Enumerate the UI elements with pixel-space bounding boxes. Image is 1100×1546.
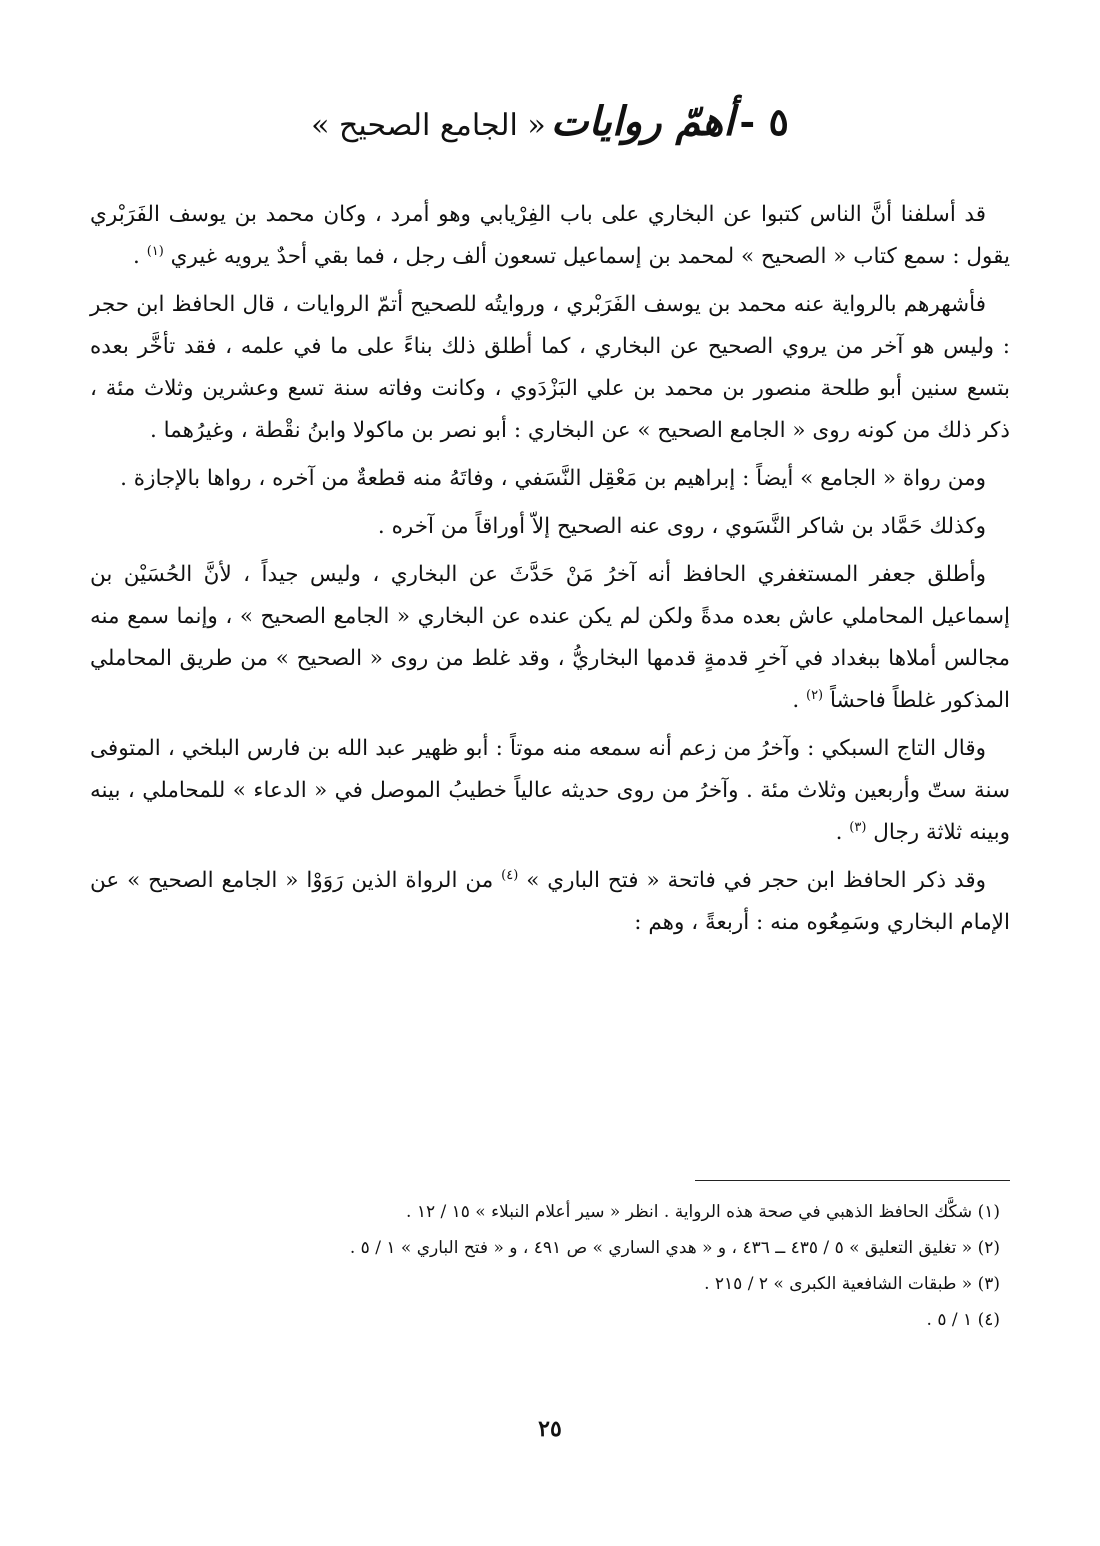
paragraph-end: . bbox=[792, 688, 806, 713]
paragraph-end: . bbox=[835, 820, 850, 845]
paragraph-text: ومن رواة « الجامع » أيضاً : إبراهيم بن مَعْقِل النَّسَفي ، وفاتَهُ منه قطعةٌ من آخره ، رواها بالإجازة . bbox=[120, 466, 986, 491]
footnote-ref: (٤) bbox=[501, 867, 519, 883]
paragraph-text: وقد ذكر الحافظ ابن حجر في فاتحة « فتح الباري » bbox=[526, 868, 986, 893]
paragraph bbox=[90, 284, 1010, 452]
paragraph bbox=[90, 728, 1010, 854]
paragraph-end: من الرواة الذين رَوَوْا « الجامع الصحيح » عن الإمام البخاري وسَمِعُوه منه : أربعةً ، وهم : bbox=[90, 868, 1010, 935]
footnote: (٢) « تغليق التعليق » ٥ / ٤٣٥ ــ ٤٣٦ ، و « هدي الساري » ص ٤٩١ ، و « فتح الباري » ١ / ٥ . bbox=[349, 1238, 1000, 1258]
footnote: (٤) ١ / ٥ . bbox=[926, 1310, 1000, 1330]
page-number: ٢٥ bbox=[538, 1416, 562, 1442]
footnote: (٣) « طبقات الشافعية الكبرى » ٢ / ٢١٥ . bbox=[704, 1274, 1000, 1294]
paragraph-text: وكذلك حَمَّاد بن شاكر النَّسَوي ، روى عنه الصحيح إلاّ أوراقاً من آخره . bbox=[377, 514, 986, 539]
paragraph-text: فأشهرهم بالرواية عنه محمد بن يوسف الفَرَبْري ، وروايتُه للصحيح أتمّ الروايات ، قال الحافظ ابن حجر : وليس هو آخر من يروي الصحيح عن البخاري ، كما أطلق ذلك بناءً على ما في علمه ، فقد تأخَّر بعده بتسع سنين أبو طلحة منصور بن محمد بن علي البَزْدَوي ، وكانت وفاته سنة تسع وعشرين وثلاث مئة ، ذكر ذلك من كونه روى « الجامع الصحيح » عن البخاري : أبو نصر بن ماكولا وابنُ نقْطة ، وغيرُهما . bbox=[90, 292, 1010, 443]
body-text bbox=[90, 194, 1010, 950]
chapter-title: أهمّ روايات bbox=[550, 98, 735, 145]
footnote-divider bbox=[695, 1180, 1010, 1181]
paragraph-text: وقال التاج السبكي : وآخرُ من زعم أنه سمعه منه موتاً : أبو ظهير عبد الله بن فارس البلخي ، المتوفى سنة ستّ وأربعين وثلاث مئة . وآخرُ من روى حديثه عالياً خطيبُ الموصل في « الدعاء » للمحاملي ، بينه وبينه ثلاثة رجال bbox=[90, 736, 1010, 845]
footnote-ref: (١) bbox=[146, 243, 164, 259]
paragraph bbox=[90, 194, 1010, 278]
paragraph bbox=[90, 860, 1010, 944]
footnote-ref: (٣) bbox=[849, 819, 867, 835]
chapter-number: ٥ - bbox=[739, 99, 789, 144]
footnote: (١) شكَّك الحافظ الذهبي في صحة هذه الرواية . انظر « سير أعلام النبلاء » ١٥ / ١٢ . bbox=[406, 1202, 1000, 1222]
paragraph bbox=[90, 458, 1010, 500]
paragraph bbox=[90, 554, 1010, 722]
paragraph-text: قد أسلفنا أنَّ الناس كتبوا عن البخاري على باب الفِرْيابي وهو أمرد ، وكان محمد بن يوسف الفَرَبْري يقول : سمع كتاب « الصحيح » لمحمد بن إسماعيل تسعون ألف رجل ، فما بقي أحدٌ يرويه غيري bbox=[90, 202, 1010, 269]
paragraph-text: وأطلق جعفر المستغفري الحافظ أنه آخرُ مَنْ حَدَّثَ عن البخاري ، وليس جيداً ، لأنَّ الحُسَيْن بن إسماعيل المحاملي عاش بعده مدةً ولكن لم يكن عنده عن البخاري « الجامع الصحيح » ، وإنما سمع منه مجالس أملاها ببغداد في آخرِ قدمةٍ قدمها البخاريُّ ، وقد غلط من روى « الصحيح » من طريق المحاملي المذكور غلطاً فاحشاً bbox=[90, 562, 1010, 713]
paragraph-end: . bbox=[133, 244, 147, 269]
footnote-ref: (٢) bbox=[805, 687, 824, 703]
footnotes bbox=[100, 1194, 1000, 1338]
chapter-heading bbox=[0, 98, 1100, 145]
chapter-subtitle: « الجامع الصحيح » bbox=[311, 108, 546, 143]
paragraph bbox=[90, 506, 1010, 548]
